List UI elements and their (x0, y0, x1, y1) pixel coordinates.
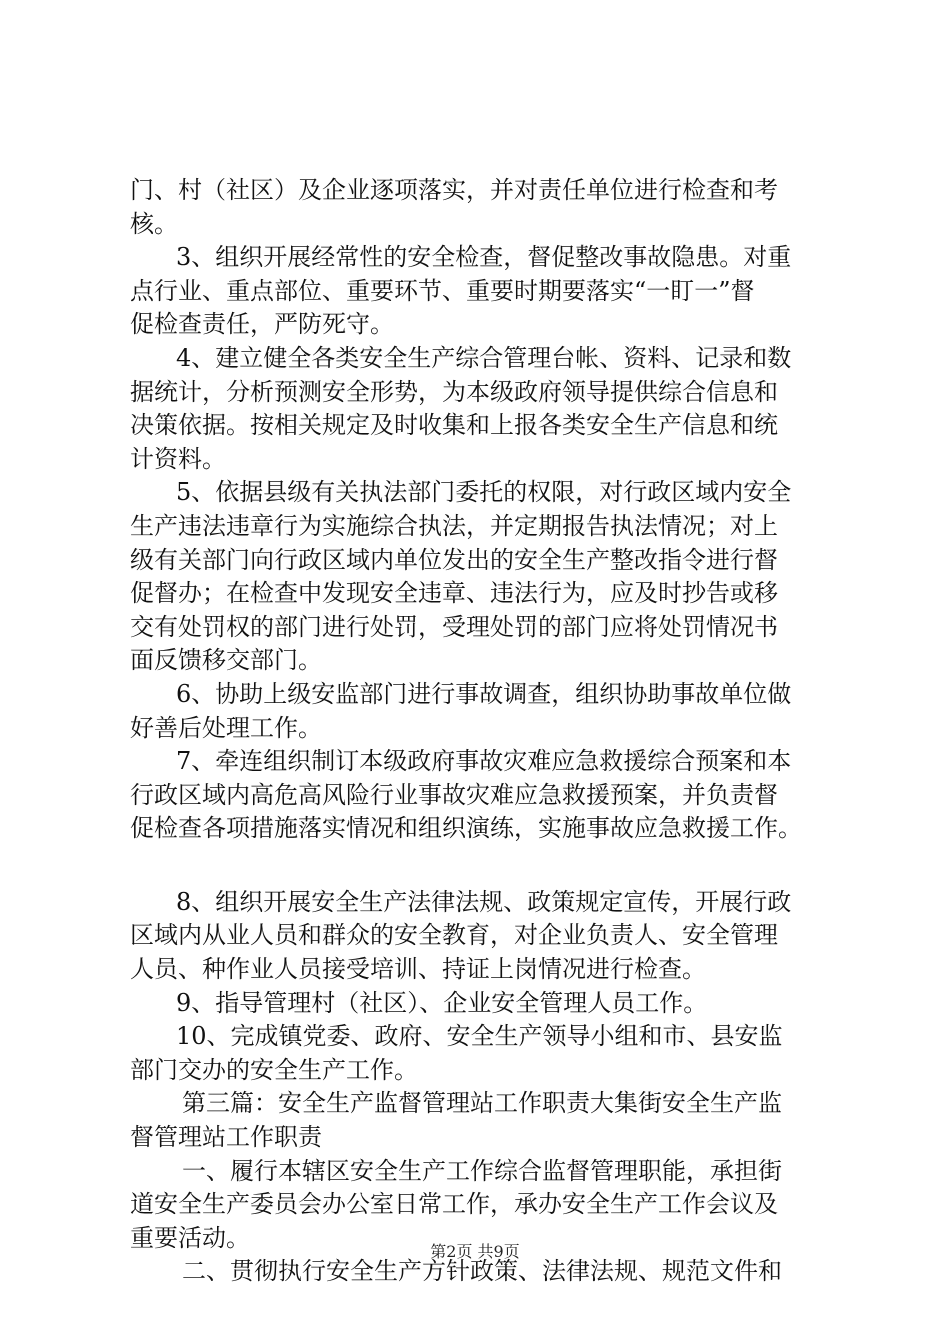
document-body (130, 174, 842, 1289)
text-line: 9、指导管理村（社区）、企业安全管理人员工作。 (176, 988, 708, 1017)
text-line: 区域内从业人员和群众的安全教育，对企业负责人、安全管理 (130, 921, 778, 950)
text-line: 6、协助上级安监部门进行事故调查，组织协助事故单位做 (176, 679, 792, 708)
text-line: 一、履行本辖区安全生产工作综合监督管理职能，承担街 (182, 1156, 782, 1185)
page-number-footer: 第2页 共9页 (430, 1242, 520, 1261)
text-line: 7、牵连组织制订本级政府事故灾难应急救援综合预案和本 (176, 747, 792, 776)
text-line: 行政区域内高危高风险行业事故灾难应急救援预案，并负责督 (130, 780, 778, 809)
paragraph-gap (130, 846, 842, 886)
text-line: 3、组织开展经常性的安全检查，督促整改事故隐患。对重 (176, 243, 792, 272)
text-line: 促检查各项措施落实情况和组织演练，实施事故应急救援工作。 (130, 814, 802, 843)
text-line: 5、依据县级有关执法部门委托的权限，对行政区域内安全 (176, 478, 792, 507)
text-line: 点行业、重点部位、重要环节、重要时期要落实“一盯一”督 (130, 276, 755, 305)
text-line: 重要活动。 (130, 1223, 250, 1252)
text-line: 好善后处理工作。 (130, 713, 322, 742)
text-line: 决策依据。按相关规定及时收集和上报各类安全生产信息和统 (130, 411, 778, 440)
text-line: 人员、种作业人员接受培训、持证上岗情况进行检查。 (130, 955, 706, 984)
text-line: 据统计，分析预测安全形势，为本级政府领导提供综合信息和 (130, 377, 778, 406)
text-line: 级有关部门向行政区域内单位发出的安全生产整改指令进行督 (130, 545, 778, 574)
text-line: 生产违法违章行为实施综合执法，并定期报告执法情况；对上 (130, 511, 778, 540)
text-line: 计资料。 (130, 444, 226, 473)
text-line: 道安全生产委员会办公室日常工作，承办安全生产工作会议及 (130, 1190, 778, 1219)
text-line: 促检查责任，严防死守。 (130, 310, 394, 339)
section-heading: 第三篇：安全生产监督管理站工作职责大集街安全生产监 (182, 1089, 782, 1118)
text-line: 8、组织开展安全生产法律法规、政策规定宣传，开展行政 (176, 887, 792, 916)
text-line: 部门交办的安全生产工作。 (130, 1055, 418, 1084)
text-line: 核。 (130, 209, 178, 238)
text-line: 10、完成镇党委、政府、安全生产领导小组和市、县安监 (176, 1022, 783, 1051)
text-line: 门、村（社区）及企业逐项落实，并对责任单位进行检查和考 (130, 176, 778, 204)
text-line: 交有处罚权的部门进行处罚，受理处罚的部门应将处罚情况书 (130, 612, 778, 641)
section-heading: 督管理站工作职责 (130, 1123, 322, 1152)
text-line: 面反馈移交部门。 (130, 646, 322, 675)
text-line: 4、建立健全各类安全生产综合管理台帐、资料、记录和数 (176, 343, 792, 372)
text-line: 二、贯彻执行安全生产方针政策、法律法规、规范文件和 (182, 1257, 782, 1286)
text-line: 促督办；在检查中发现安全违章、违法行为，应及时抄告或移 (130, 579, 778, 608)
